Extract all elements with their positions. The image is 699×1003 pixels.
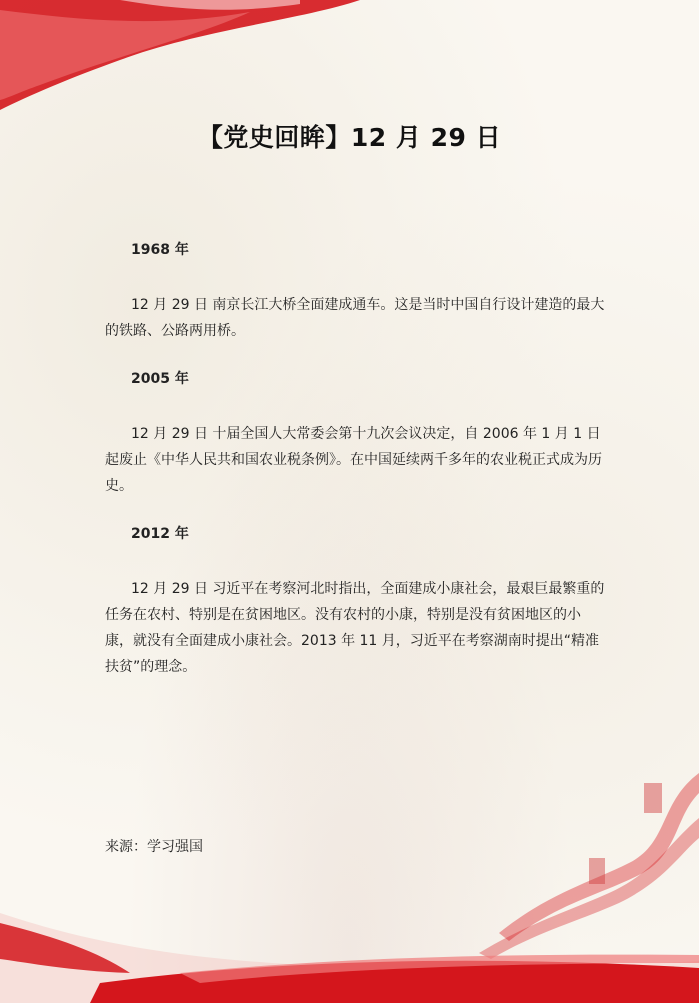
event-paragraph: 12 月 29 日 十届全国人大常委会第十九次会议决定，自 2006 年 1 月 1 日起废止《中华人民共和国农业税条例》。在中国延续两千多年的农业税正式成为历史。	[105, 426, 602, 494]
source-credit: 来源：学习强国	[105, 839, 203, 855]
year-heading: 2005 年	[131, 371, 189, 387]
event-paragraph: 12 月 29 日 习近平在考察河北时指出，全面建成小康社会，最艰巨最繁重的任务在农村、特别是在贫困地区。没有农村的小康，特别是没有贫困地区的小康，就没有全面建成小康社会。2013 年 11 月，习近平在考察湖南时提出“精准扶贫”的理念。	[105, 581, 605, 675]
red-ribbon-bottom	[0, 803, 699, 1003]
event-paragraph: 12 月 29 日 南京长江大桥全面建成通车。这是当时中国自行设计建造的最大的铁路、公路两用桥。	[105, 297, 605, 339]
year-heading: 2012 年	[131, 526, 189, 542]
red-ribbon-top	[0, 0, 699, 120]
year-heading: 1968 年	[131, 242, 189, 258]
article-body	[105, 238, 605, 703]
page-title: 【党史回眸】12 月 29 日	[197, 123, 502, 152]
